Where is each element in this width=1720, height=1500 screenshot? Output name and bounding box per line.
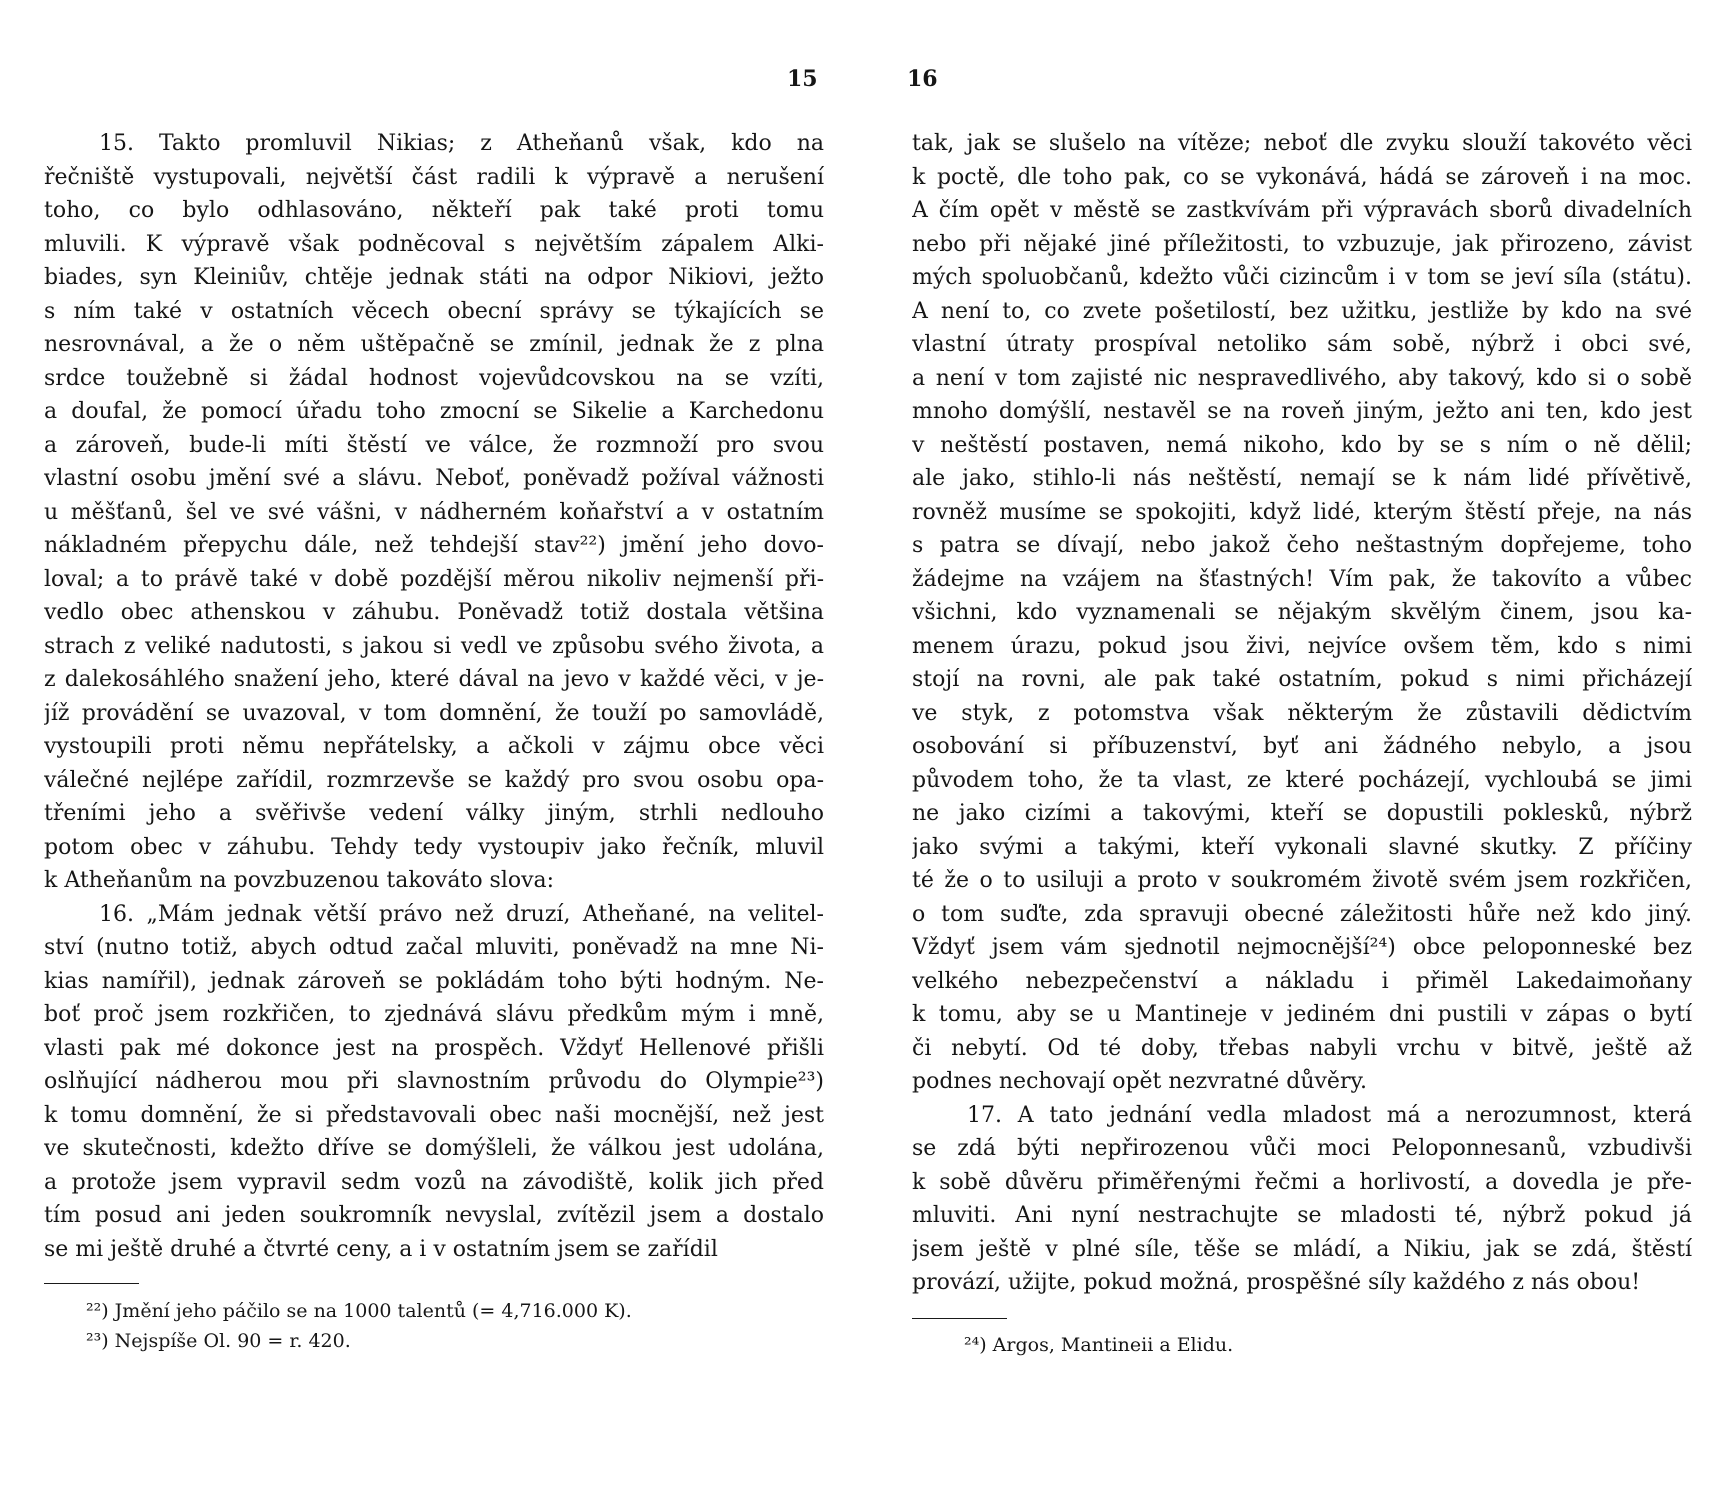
text-line: k Atheňanům na povzbuzenou takováto slova: — [44, 868, 555, 893]
text-line: biades, syn Kleiniův, chtěje jednak státi na odpor Nikiovi, ježto — [44, 265, 824, 290]
text-line: oslňující nádherou mou při slavnostním průvodu do Olympie²³) — [44, 1069, 824, 1094]
text-line: rovněž musíme se spokojiti, když lidé, kterým štěstí přeje, na nás — [912, 499, 1692, 525]
text-line: 17. A tato jednání vedla mladost má a nerozumnost, která — [967, 1102, 1692, 1128]
right-page — [860, 0, 1692, 1500]
text-line: u měšťanů, šel ve své vášni, v nádherném koňařství a v ostatním — [44, 499, 824, 525]
text-line: třeními jeho a svěřivše vedení války jiným, strhli nedlouho — [44, 801, 824, 826]
text-line: loval; a to právě také v době pozdější měrou nikoliv nejmenší při- — [44, 566, 824, 592]
text-line: velkého nebezpečenství a nákladu i přiměl Lakedaimoňany — [912, 968, 1692, 994]
text-line: a zároveň, bude-li míti štěstí ve válce, že rozmnoží pro svou — [44, 432, 824, 458]
text-line: A není to, co zvete pošetilostí, bez užitku, jestliže by kdo na své — [912, 298, 1692, 324]
footnote-divider — [912, 1318, 1007, 1319]
text-line: s patra se dívají, nebo jakož čeho neštastným dopřejeme, toho — [912, 533, 1692, 558]
text-line: k sobě důvěru přiměřenými řečmi a horlivostí, a dovedla je pře- — [912, 1169, 1692, 1195]
text-line: mluviti. Ani nyní nestrachujte se mladosti té, nýbrž pokud já — [912, 1203, 1692, 1228]
text-line: podnes nechovají opět nezvratné důvěry. — [912, 1069, 1367, 1094]
text-line: se mi ještě druhé a čtvrté ceny, a i v ostatním jsem se zařídil — [44, 1236, 718, 1262]
text-line: a doufal, že pomocí úřadu toho zmocní se Sikelie a Karchedonu — [44, 399, 824, 424]
text-line: provází, užijte, pokud možná, prospěšné síly každého z nás obou! — [912, 1270, 1641, 1295]
text-line: s ním také v ostatních věcech obecní správy se týkajících se — [44, 298, 824, 324]
text-line: všichni, kdo vyznamenali se nějakým skvělým činem, jsou ka- — [912, 600, 1692, 625]
text-line: nebo při nějaké jiné příležitosti, to vzbuzuje, jak přirozeno, závist — [912, 231, 1692, 257]
text-line: vlastní útraty prospíval netoliko sám sobě, nýbrž i obci své, — [912, 332, 1692, 357]
text-line: žádejme na vzájem na šťastných! Vím pak, že takovíto a vůbec — [912, 566, 1692, 592]
text-line: srdce toužebně si žádal hodnost vojevůdcovskou na se vzíti, — [44, 365, 824, 391]
text-line: ve styk, z potomstva však některým že zůstavili dědictvím — [912, 700, 1692, 726]
text-line: ne jako cizími a takovými, kteří se dopustili poklesků, nýbrž — [912, 801, 1692, 826]
page-number: 15 — [787, 66, 818, 92]
text-line: či nebytí. Od té doby, třebas nabyli vrchu v bitvě, ještě až — [912, 1035, 1692, 1061]
footnotes — [86, 1296, 632, 1356]
text-line: osobování si příbuzenství, byť ani žádného nebylo, a jsou — [912, 734, 1692, 759]
text-line: toho, co bylo odhlasováno, někteří pak také proti tomu — [44, 198, 824, 223]
text-line: jsem ještě v plné síle, těše se mládí, a Nikiu, jak se zdá, štěstí — [912, 1236, 1692, 1262]
text-line: o tom suďte, zda spravuji obecné záležitosti hůře než kdo jiný. — [912, 901, 1692, 927]
footnote: ²²) Jmění jeho páčilo se na 1000 talentů (= 4,716.000 K). — [86, 1300, 632, 1322]
text-line: původem toho, že ta vlast, ze které pocházejí, vychloubá se jimi — [912, 767, 1692, 793]
text-line: tak, jak se slušelo na vítěze; neboť dle zvyku slouží takovéto věci — [912, 131, 1692, 156]
left-page — [0, 0, 824, 1500]
footnote: ²⁴) Argos, Mantineii a Elidu. — [964, 1334, 1234, 1356]
text-line: vystoupili proti němu nepřátelsky, a ačkoli v zájmu obce věci — [44, 734, 824, 759]
text-line: ve skutečnosti, kdežto dříve se domýšleli, že válkou jest udolána, — [44, 1136, 824, 1161]
text-line: válečné nejlépe zařídil, rozmrzevše se každý pro svou osobu opa- — [44, 767, 824, 793]
body-text — [44, 127, 824, 1266]
text-line: se zdá býti nepřirozenou vůči moci Peloponnesanů, vzbudivši — [912, 1136, 1692, 1161]
text-line: vlastní osobu jmění své a slávu. Neboť, poněvadž požíval vážnosti — [44, 466, 824, 491]
text-line: ale jako, stihlo-li nás neštěstí, nemají se k nám lidé přívětivě, — [912, 466, 1692, 491]
text-line: kias namířil), jednak zároveň se pokládám toho býti hodným. Ne- — [44, 968, 824, 994]
text-line: strach z veliké nadutosti, s jakou si vedl ve způsobu svého života, a — [44, 633, 824, 659]
footnotes — [964, 1330, 1233, 1360]
text-line: 15. Takto promluvil Nikias; z Atheňanů však, kdo na — [99, 131, 824, 156]
text-line: z dalekosáhlého snažení jeho, které dával na jevo v každé věci, v je- — [44, 667, 824, 692]
text-line: Vždyť jsem vám sjednotil nejmocnější²⁴) obce peloponneské bez — [912, 935, 1692, 960]
text-line: 16. „Mám jednak větší právo než druzí, Atheňané, na velitel- — [99, 901, 824, 927]
text-line: jako svými a takými, kteří vykonali slavné skutky. Z příčiny — [912, 834, 1692, 860]
text-line: jíž provádění se uvazoval, v tom domnění, že touží po samovládě, — [44, 700, 824, 726]
text-line: potom obec v záhubu. Tehdy tedy vystoupiv jako řečník, mluvil — [44, 834, 824, 860]
text-line: A čím opět v městě se zastkvívám při výpravách sborů divadelních — [912, 198, 1692, 223]
text-line: a není v tom zajisté nic nespravedlivého, aby takový, kdo si o sobě — [912, 365, 1692, 391]
text-line: k tomu, aby se u Mantineje v jediném dni pustili v zápas o bytí — [912, 1002, 1692, 1027]
text-line: mluvili. K výpravě však podněcoval s největším zápalem Alki- — [44, 231, 824, 257]
page-number: 16 — [907, 66, 938, 92]
text-line: nákladném přepychu dále, než tehdejší stav²²) jmění jeho dovo- — [44, 533, 824, 558]
text-line: v neštěstí postaven, nemá nikoho, kdo by se s ním o ně dělil; — [912, 432, 1692, 458]
text-line: té že o to usiluji a proto v soukromém životě svém jsem rozkřičen, — [912, 868, 1692, 893]
text-line: boť proč jsem rozkřičen, to zjednává slávu předkům mým i mně, — [44, 1002, 824, 1027]
footnote-divider — [44, 1283, 139, 1284]
text-line: stojí na rovni, ale pak také ostatním, pokud s nimi přicházejí — [912, 667, 1692, 692]
text-line: vedlo obec athenskou v záhubu. Poněvadž totiž dostala většina — [44, 600, 824, 625]
text-line: k tomu domnění, že si představovali obec naši mocnější, než jest — [44, 1102, 824, 1128]
text-line: nesrovnával, a že o něm uštěpačně se zmínil, jednak že z plna — [44, 332, 824, 357]
text-line: mnoho domýšlí, nestavěl se na roveň jiným, ježto ani ten, kdo jest — [912, 399, 1692, 424]
text-line: tím posud ani jeden soukromník nevyslal, zvítězil jsem a dostalo — [44, 1203, 824, 1228]
text-line: mých spoluobčanů, kdežto vůči cizincům i v tom se jeví síla (státu). — [912, 265, 1692, 290]
footnote: ²³) Nejspíše Ol. 90 = r. 420. — [86, 1330, 351, 1352]
text-line: ství (nutno totiž, abych odtud začal mluviti, poněvadž na mne Ni- — [44, 935, 824, 960]
text-line: k poctě, dle toho pak, co se vykonává, hádá se zároveň i na moc. — [912, 164, 1692, 190]
text-line: a protože jsem vypravil sedm vozů na závodiště, kolik jich před — [44, 1169, 824, 1195]
text-line: vlasti pak mé dokonce jest na prospěch. Vždyť Hellenové přišli — [44, 1035, 824, 1061]
text-line: menem úrazu, pokud jsou živi, nejvíce ovšem těm, kdo s nimi — [912, 633, 1692, 659]
body-text — [912, 127, 1692, 1300]
text-line: řečniště vystupovali, největší část radili k výpravě a nerušení — [44, 164, 824, 190]
